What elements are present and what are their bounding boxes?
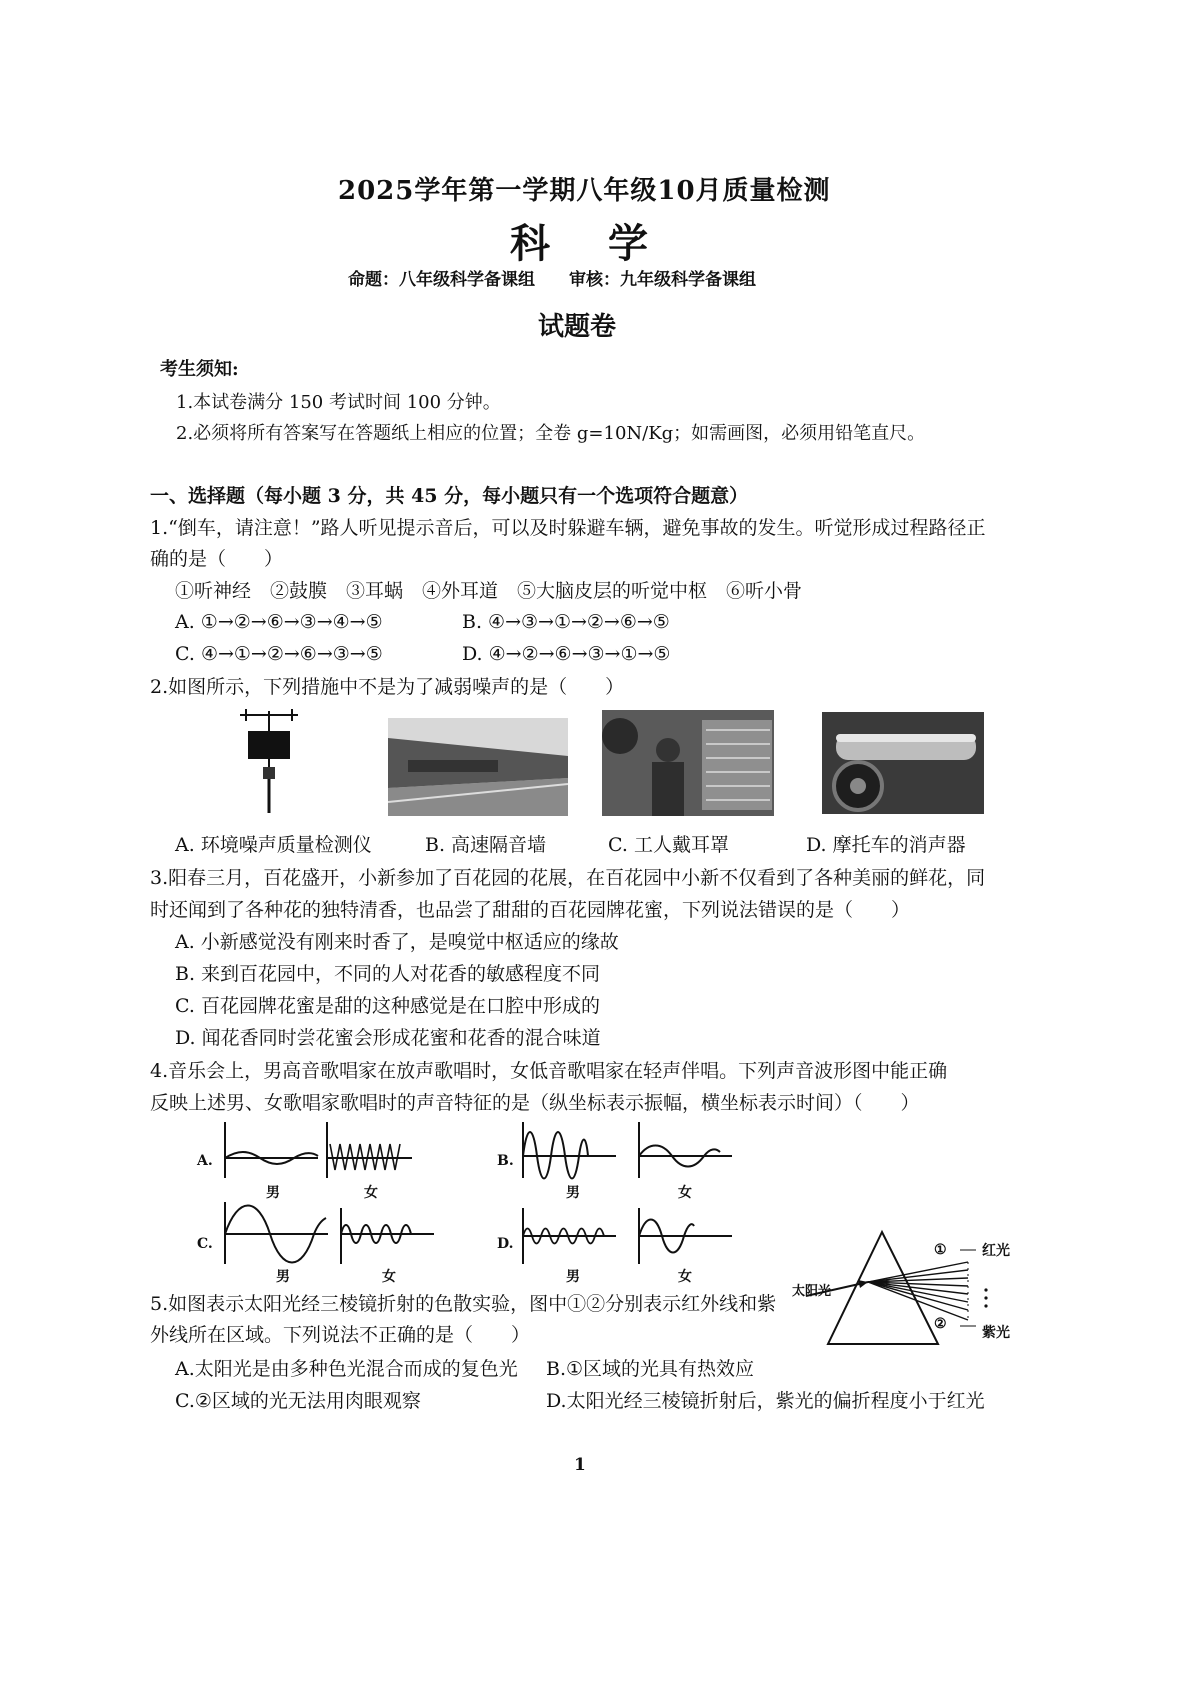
q1-option-b: B. ④→③→①→②→⑥→⑤ (462, 611, 670, 633)
q1-items: ①听神经 ②鼓膜 ③耳蜗 ④外耳道 ⑤大脑皮层的听觉中枢 ⑥听小骨 (175, 580, 803, 602)
subject-title: 科学 (510, 220, 706, 267)
q3-option-c: C. 百花园牌花蜜是甜的这种感觉是在口腔中形成的 (175, 995, 600, 1017)
q4-a-female-label: 女 (364, 1185, 378, 1201)
highway-barrier-photo (388, 718, 568, 816)
q4-c-male-label: 男 (276, 1269, 290, 1285)
q5-option-b: B.①区域的光具有热效应 (546, 1358, 755, 1380)
q4-wave-d-male (518, 1206, 618, 1266)
q3-option-b: B. 来到百花园中，不同的人对花香的敏感程度不同 (175, 963, 601, 985)
exam-title: 2025学年第一学期八年级10月质量检测 (338, 176, 831, 206)
prism-red-label: 红光 (982, 1243, 1010, 1259)
worker-earmuff-photo (602, 710, 774, 816)
q2-stem: 2.如图所示，下列措施中不是为了减弱噪声的是（ ） (150, 676, 625, 698)
q1-option-c: C. ④→①→②→⑥→③→⑤ (175, 643, 383, 665)
q4-letter-a: A. (197, 1153, 213, 1169)
q5-option-a: A.太阳光是由多种色光混合而成的复色光 (175, 1358, 518, 1380)
q2-option-b: B. 高速隔音墙 (425, 834, 547, 856)
notice-item-2: 2.必须将所有答案写在答题纸上相应的位置；全卷 g=10N/Kg；如需画图，必须用铅笔直尺。 (176, 423, 926, 444)
q4-letter-d: D. (497, 1236, 514, 1252)
q4-wave-b-male (518, 1120, 618, 1180)
q4-wave-c-female (336, 1206, 436, 1266)
paper-type: 试题卷 (538, 312, 617, 342)
q1-option-a: A. ①→②→⑥→③→④→⑤ (175, 611, 383, 633)
q4-a-male-label: 男 (266, 1185, 280, 1201)
q4-wave-a-male (220, 1120, 320, 1180)
q3-stem-line1: 3.阳春三月，百花盛开，小新参加了百花园的花展，在百花园中小新不仅看到了各种美丽的鲜花，同 (150, 867, 986, 889)
prism-region2-label: ② (934, 1316, 947, 1332)
q5-stem-line1: 5.如图表示太阳光经三棱镜折射的色散实验，图中①②分别表示红外线和紫 (150, 1293, 777, 1315)
q4-letter-b: B. (497, 1153, 514, 1169)
q3-option-a: A. 小新感觉没有刚来时香了，是嗅觉中枢适应的缘故 (175, 931, 619, 953)
q4-wave-b-female (634, 1120, 734, 1180)
prism-dispersion-figure (792, 1228, 1020, 1348)
q2-option-a: A. 环境噪声质量检测仪 (175, 834, 372, 856)
q4-stem-line1: 4.音乐会上，男高音歌唱家在放声歌唱时，女低音歌唱家在轻声伴唱。下列声音波形图中能正确 (150, 1060, 948, 1082)
q4-wave-d-female (634, 1206, 734, 1266)
q3-option-d: D. 闻花香同时尝花蜜会形成花蜜和花香的混合味道 (175, 1027, 601, 1049)
section-heading: 一、选择题（每小题 3 分，共 45 分，每小题只有一个选项符合题意） (150, 485, 749, 507)
authors-line: 命题：八年级科学备课组 审核：九年级科学备课组 (348, 270, 756, 290)
prism-region1-label: ① (934, 1242, 947, 1258)
q1-option-d: D. ④→②→⑥→③→①→⑤ (462, 643, 671, 665)
page-number: 1 (574, 1455, 586, 1475)
muffler-photo (822, 712, 984, 814)
q4-b-male-label: 男 (566, 1185, 580, 1201)
q1-stem-line2: 确的是（ ） (150, 548, 284, 570)
q2-option-d: D. 摩托车的消声器 (806, 834, 966, 856)
q4-wave-a-female (322, 1120, 414, 1180)
notice-item-1: 1.本试卷满分 150 考试时间 100 分钟。 (176, 392, 501, 413)
q1-stem-line1: 1.“倒车，请注意！”路人听见提示音后，可以及时躲避车辆，避免事故的发生。听觉形成过程路径正 (150, 517, 986, 539)
prism-sunlight-label: 太阳光 (792, 1284, 832, 1299)
q4-d-male-label: 男 (566, 1269, 580, 1285)
q5-option-c: C.②区域的光无法用肉眼观察 (175, 1390, 421, 1412)
q5-option-d: D.太阳光经三棱镜折射后，紫光的偏折程度小于红光 (546, 1390, 985, 1412)
q4-stem-line2: 反映上述男、女歌唱家歌唱时的声音特征的是（纵坐标表示振幅，横坐标表示时间）（ ） (150, 1092, 920, 1114)
noise-monitor-image (236, 705, 306, 815)
q4-wave-c-male (220, 1200, 330, 1266)
q4-letter-c: C. (197, 1236, 213, 1252)
q4-b-female-label: 女 (678, 1185, 692, 1201)
notice-heading: 考生须知: (160, 359, 239, 380)
q5-stem-line2: 外线所在区域。下列说法不正确的是（ ） (150, 1324, 531, 1346)
q4-c-female-label: 女 (382, 1269, 396, 1285)
q3-stem-line2: 时还闻到了各种花的独特清香，也品尝了甜甜的百花园牌花蜜，下列说法错误的是（ ） (150, 899, 911, 921)
q4-d-female-label: 女 (678, 1269, 692, 1285)
q2-option-c: C. 工人戴耳罩 (608, 834, 729, 856)
prism-violet-label: 紫光 (982, 1325, 1010, 1341)
